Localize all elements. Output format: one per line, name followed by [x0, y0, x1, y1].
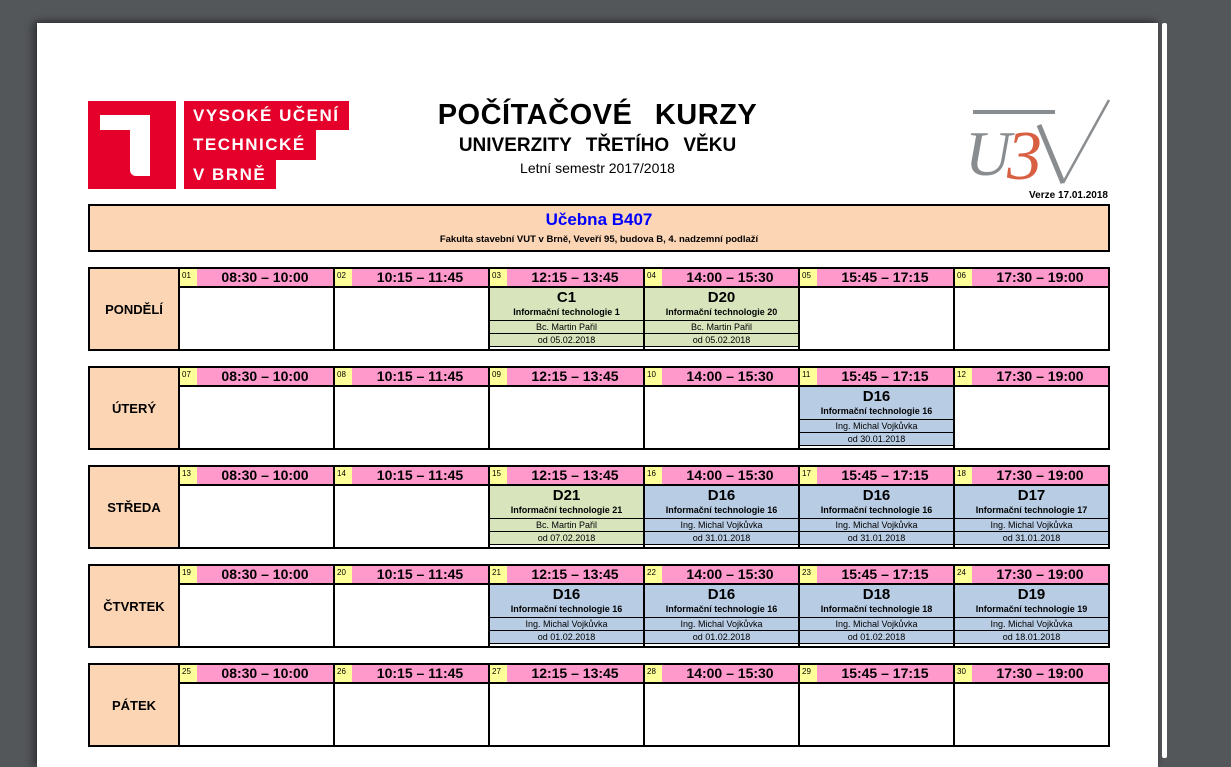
day-row — [88, 564, 1110, 648]
slot-time-range: 14:00 – 15:30 — [662, 566, 798, 583]
timeslot-header — [335, 566, 488, 585]
semester-label: Letní semestr 2017/2018 — [520, 160, 675, 176]
course-cell — [645, 288, 798, 347]
day-row — [88, 267, 1110, 351]
course-code: C1 — [556, 289, 577, 306]
course-cell — [800, 387, 953, 446]
timeslot — [955, 368, 1108, 448]
empty-slot-body — [645, 684, 798, 745]
day-label: PONDĚLÍ — [90, 269, 180, 349]
timeslot-header — [335, 467, 488, 486]
slot-number: 25 — [180, 665, 197, 682]
timeslot — [180, 269, 335, 349]
course-instructor: Ing. Michal Vojkůvka — [800, 419, 953, 432]
course-cell — [800, 486, 953, 545]
timeslot — [490, 566, 645, 646]
timeslot-header — [800, 566, 953, 585]
course-code: D21 — [552, 487, 581, 504]
timeslot-header — [955, 566, 1108, 585]
timeslot-header — [955, 269, 1108, 288]
slot-time-range: 17:30 – 19:00 — [972, 368, 1108, 385]
course-instructor: Ing. Michal Vojkůvka — [955, 617, 1108, 630]
course-instructor: Bc. Martin Pařil — [645, 320, 798, 333]
timeslot — [645, 269, 800, 349]
slot-time-range: 10:15 – 11:45 — [352, 467, 488, 484]
empty-slot-body — [335, 684, 488, 745]
slot-number: 19 — [180, 566, 197, 583]
course-code: D16 — [707, 586, 736, 603]
slot-time-range: 08:30 – 10:00 — [197, 467, 333, 484]
course-instructor: Ing. Michal Vojkůvka — [800, 518, 953, 531]
timeslot — [800, 467, 955, 547]
timeslot — [800, 368, 955, 448]
empty-slot-body — [490, 387, 643, 448]
course-name: Informační technologie 1 — [513, 307, 620, 317]
empty-slot-body — [335, 486, 488, 547]
slot-body — [800, 387, 953, 448]
slot-time-range: 15:45 – 17:15 — [817, 566, 953, 583]
course-code: D16 — [707, 487, 736, 504]
timeslot-header — [180, 467, 333, 486]
timeslot — [645, 665, 800, 745]
course-instructor: Ing. Michal Vojkůvka — [955, 518, 1108, 531]
timeslot-header — [800, 467, 953, 486]
course-code: D16 — [862, 388, 891, 405]
day-row — [88, 366, 1110, 450]
slot-body — [800, 585, 953, 646]
svg-text:3: 3 — [1007, 118, 1042, 191]
slot-time-range: 17:30 – 19:00 — [972, 467, 1108, 484]
empty-slot-body — [645, 387, 798, 448]
course-name: Informační technologie 17 — [975, 505, 1088, 515]
timeslot — [490, 665, 645, 745]
course-name: Informační technologie 21 — [510, 505, 623, 515]
slot-time-range: 15:45 – 17:15 — [817, 368, 953, 385]
room-banner — [88, 204, 1110, 252]
slot-time-range: 08:30 – 10:00 — [197, 269, 333, 286]
slot-body — [955, 585, 1108, 646]
empty-slot-body — [180, 585, 333, 646]
timeslot-header — [800, 665, 953, 684]
room-title: Učebna B407 — [545, 210, 653, 229]
u3v-logo — [959, 99, 1124, 196]
slot-number: 08 — [335, 368, 352, 385]
slot-body — [645, 486, 798, 547]
course-name: Informační technologie 16 — [820, 505, 933, 515]
course-start-date: od 31.01.2018 — [955, 531, 1108, 544]
timeslot-header — [955, 467, 1108, 486]
slot-time-range: 17:30 – 19:00 — [972, 566, 1108, 583]
timetable — [88, 267, 1110, 762]
slot-time-range: 12:15 – 13:45 — [507, 368, 643, 385]
empty-slot-body — [180, 387, 333, 448]
slot-number: 17 — [800, 467, 817, 484]
course-name: Informační technologie 16 — [510, 604, 623, 614]
course-instructor: Ing. Michal Vojkůvka — [645, 617, 798, 630]
course-code: D20 — [707, 289, 736, 306]
timeslot-header — [180, 269, 333, 288]
empty-slot-body — [180, 486, 333, 547]
timeslot-header — [645, 665, 798, 684]
timeslot — [180, 665, 335, 745]
slot-number: 10 — [645, 368, 662, 385]
slot-number: 07 — [180, 368, 197, 385]
timeslot-header — [645, 368, 798, 387]
course-cell — [645, 486, 798, 545]
empty-slot-body — [180, 684, 333, 745]
course-code: D19 — [1017, 586, 1046, 603]
slot-number: 09 — [490, 368, 507, 385]
timeslot-header — [335, 269, 488, 288]
slot-number: 20 — [335, 566, 352, 583]
empty-slot-body — [335, 387, 488, 448]
timeslot-header — [180, 566, 333, 585]
timeslot — [335, 467, 490, 547]
day-label: STŘEDA — [90, 467, 180, 547]
slot-body — [955, 486, 1108, 547]
slot-number: 26 — [335, 665, 352, 682]
timeslot — [335, 269, 490, 349]
timeslot — [645, 467, 800, 547]
slot-time-range: 15:45 – 17:15 — [817, 269, 953, 286]
timeslot — [490, 467, 645, 547]
empty-slot-body — [490, 684, 643, 745]
timeslot-header — [335, 368, 488, 387]
slot-number: 24 — [955, 566, 972, 583]
slot-time-range: 12:15 – 13:45 — [507, 467, 643, 484]
timeslot — [955, 566, 1108, 646]
course-start-date: od 05.02.2018 — [645, 333, 798, 346]
timeslot — [645, 368, 800, 448]
timeslot-header — [645, 467, 798, 486]
timeslot-header — [490, 269, 643, 288]
timeslot — [645, 566, 800, 646]
slot-time-range: 08:30 – 10:00 — [197, 368, 333, 385]
slot-number: 15 — [490, 467, 507, 484]
u3v-logo-icon — [959, 99, 1124, 191]
course-name: Informační technologie 16 — [665, 604, 778, 614]
timeslot — [800, 665, 955, 745]
timeslot — [955, 269, 1108, 349]
slot-time-range: 10:15 – 11:45 — [352, 665, 488, 682]
course-name: Informační technologie 16 — [820, 406, 933, 416]
course-start-date: od 01.02.2018 — [800, 630, 953, 643]
course-cell — [490, 288, 643, 347]
vut-logo-line-2: TECHNICKÉ — [184, 130, 316, 159]
timeslot-header — [800, 368, 953, 387]
course-code: D16 — [552, 586, 581, 603]
timeslot — [180, 368, 335, 448]
slot-number: 28 — [645, 665, 662, 682]
course-cell — [490, 585, 643, 644]
slot-body — [800, 486, 953, 547]
day-label: PÁTEK — [90, 665, 180, 745]
timeslot — [490, 269, 645, 349]
slot-time-range: 14:00 – 15:30 — [662, 368, 798, 385]
course-start-date: od 31.01.2018 — [800, 531, 953, 544]
course-start-date: od 18.01.2018 — [955, 630, 1108, 643]
slot-time-range: 10:15 – 11:45 — [352, 368, 488, 385]
course-instructor: Ing. Michal Vojkůvka — [645, 518, 798, 531]
timeslot-header — [645, 269, 798, 288]
timeslot — [335, 665, 490, 745]
slot-time-range: 17:30 – 19:00 — [972, 665, 1108, 682]
course-code: D17 — [1017, 487, 1046, 504]
course-name: Informační technologie 18 — [820, 604, 933, 614]
timeslot-header — [335, 665, 488, 684]
course-name: Informační technologie 20 — [665, 307, 778, 317]
slot-time-range: 17:30 – 19:00 — [972, 269, 1108, 286]
svg-text:U: U — [965, 118, 1012, 189]
course-code: D18 — [862, 586, 891, 603]
slot-time-range: 15:45 – 17:15 — [817, 467, 953, 484]
slot-time-range: 14:00 – 15:30 — [662, 665, 798, 682]
empty-slot-body — [955, 387, 1108, 448]
slot-number: 06 — [955, 269, 972, 286]
day-row — [88, 663, 1110, 747]
timeslot — [335, 566, 490, 646]
slot-number: 02 — [335, 269, 352, 286]
timeslot-header — [490, 368, 643, 387]
timeslot — [955, 467, 1108, 547]
timeslot — [800, 566, 955, 646]
day-label: ČTVRTEK — [90, 566, 180, 646]
empty-slot-body — [335, 585, 488, 646]
slot-number: 11 — [800, 368, 817, 385]
slot-number: 30 — [955, 665, 972, 682]
course-cell — [955, 585, 1108, 644]
slot-number: 16 — [645, 467, 662, 484]
slot-body — [490, 486, 643, 547]
timeslot — [180, 566, 335, 646]
course-cell — [490, 486, 643, 545]
empty-slot-body — [955, 288, 1108, 349]
course-start-date: od 07.02.2018 — [490, 531, 643, 544]
slot-number: 01 — [180, 269, 197, 286]
timeslot-header — [180, 368, 333, 387]
timeslot — [800, 269, 955, 349]
timeslot-header — [490, 566, 643, 585]
slot-time-range: 15:45 – 17:15 — [817, 665, 953, 682]
slot-time-range: 12:15 – 13:45 — [507, 665, 643, 682]
slot-number: 12 — [955, 368, 972, 385]
vut-logo-line-1: VYSOKÉ UČENÍ — [184, 101, 349, 130]
empty-slot-body — [335, 288, 488, 349]
course-cell — [645, 585, 798, 644]
timeslot-header — [490, 467, 643, 486]
version-label: Verze 17.01.2018 — [1029, 190, 1108, 201]
course-start-date: od 31.01.2018 — [645, 531, 798, 544]
course-start-date: od 05.02.2018 — [490, 333, 643, 346]
slot-time-range: 08:30 – 10:00 — [197, 665, 333, 682]
slot-time-range: 10:15 – 11:45 — [352, 269, 488, 286]
course-instructor: Bc. Martin Pařil — [490, 320, 643, 333]
day-row — [88, 465, 1110, 549]
course-start-date: od 01.02.2018 — [645, 630, 798, 643]
timeslot — [180, 467, 335, 547]
course-start-date: od 30.01.2018 — [800, 432, 953, 445]
page-title: POČÍTAČOVÉ KURZY — [437, 99, 758, 131]
slot-number: 21 — [490, 566, 507, 583]
course-code: D16 — [862, 487, 891, 504]
course-name: Informační technologie 19 — [975, 604, 1088, 614]
page-subtitle: UNIVERZITY TŘETÍHO VĚKU — [458, 135, 737, 156]
slot-number: 29 — [800, 665, 817, 682]
empty-slot-body — [180, 288, 333, 349]
empty-slot-body — [800, 684, 953, 745]
slot-number: 18 — [955, 467, 972, 484]
slot-time-range: 12:15 – 13:45 — [507, 566, 643, 583]
timeslot-header — [180, 665, 333, 684]
timeslot — [335, 368, 490, 448]
slot-number: 22 — [645, 566, 662, 583]
slot-number: 14 — [335, 467, 352, 484]
course-instructor: Bc. Martin Pařil — [490, 518, 643, 531]
empty-slot-body — [800, 288, 953, 349]
course-name: Informační technologie 16 — [665, 505, 778, 515]
timeslot-header — [955, 368, 1108, 387]
slot-body — [490, 288, 643, 349]
slot-body — [645, 585, 798, 646]
timeslot-header — [645, 566, 798, 585]
empty-slot-body — [955, 684, 1108, 745]
document-page — [37, 23, 1158, 767]
vertical-scrollbar-thumb[interactable] — [1162, 23, 1167, 758]
timeslot-header — [800, 269, 953, 288]
slot-time-range: 08:30 – 10:00 — [197, 566, 333, 583]
timeslot — [490, 368, 645, 448]
slot-number: 27 — [490, 665, 507, 682]
course-cell — [800, 585, 953, 644]
slot-time-range: 14:00 – 15:30 — [662, 269, 798, 286]
slot-time-range: 12:15 – 13:45 — [507, 269, 643, 286]
timeslot — [955, 665, 1108, 745]
timeslot-header — [955, 665, 1108, 684]
slot-time-range: 10:15 – 11:45 — [352, 566, 488, 583]
day-label: ÚTERÝ — [90, 368, 180, 448]
timeslot-header — [490, 665, 643, 684]
slot-body — [490, 585, 643, 646]
course-instructor: Ing. Michal Vojkůvka — [800, 617, 953, 630]
slot-number: 03 — [490, 269, 507, 286]
course-cell — [955, 486, 1108, 545]
course-instructor: Ing. Michal Vojkůvka — [490, 617, 643, 630]
slot-number: 04 — [645, 269, 662, 286]
slot-number: 05 — [800, 269, 817, 286]
slot-body — [645, 288, 798, 349]
slot-time-range: 14:00 – 15:30 — [662, 467, 798, 484]
slot-number: 13 — [180, 467, 197, 484]
course-start-date: od 01.02.2018 — [490, 630, 643, 643]
slot-number: 23 — [800, 566, 817, 583]
room-address: Fakulta stavební VUT v Brně, Veveří 95, budova B, 4. nadzemní podlaží — [439, 234, 759, 245]
vut-logo-line-3: V BRNĚ — [184, 160, 276, 189]
